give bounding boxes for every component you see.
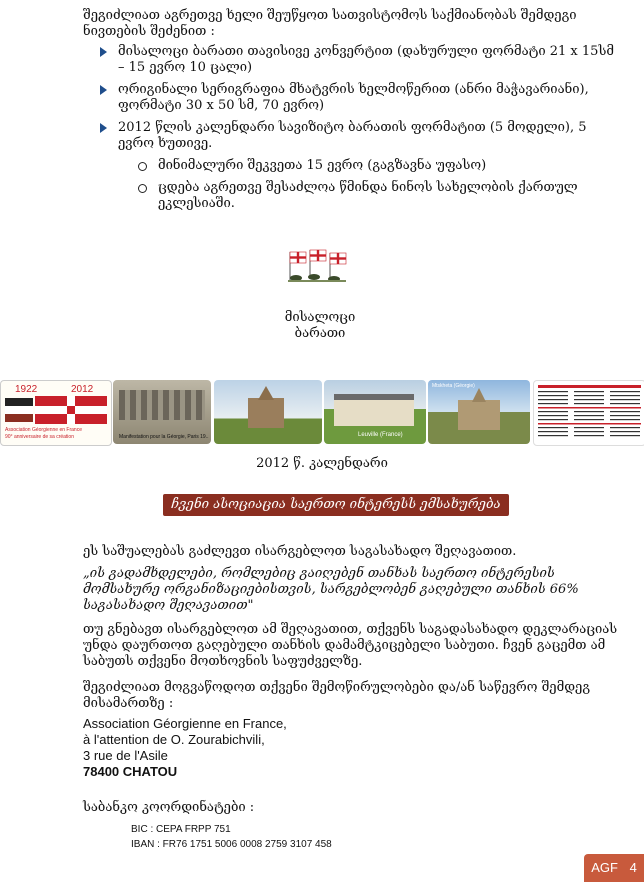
- calendar-card-photo-leuville: [324, 380, 426, 444]
- church-icon: [248, 398, 284, 428]
- address-line: 78400 CHATOU: [83, 764, 178, 779]
- donation-instructions: შეგიძლიათ მოგვაწოდოთ თქვენი შემოწირულობები და/ან საწევრო შემდეგ მისამართზე :: [83, 680, 591, 711]
- footer-label: AGF: [591, 860, 618, 875]
- sub-list-item-text: მინიმალური შეკვეთა 15 ევრო (გაგზავნა უფასო): [158, 158, 487, 173]
- anniversary-label: 90° anniversaire de sa création: [5, 434, 74, 440]
- calendar-caption: 2012 წ. კალენდარი: [256, 456, 388, 471]
- flag-icon: [310, 250, 326, 278]
- crowd-photo: [119, 390, 205, 420]
- calendar-card-grid: [533, 380, 644, 446]
- triangle-bullet-icon: [100, 47, 107, 57]
- list-item: [96, 44, 616, 76]
- address-line: Association Géorgienne en France,: [83, 716, 287, 731]
- georgian-flag-icon: [35, 396, 107, 424]
- greeting-card-caption: მისალოცი ბარათი: [284, 310, 356, 341]
- year-label: 1922: [15, 384, 38, 395]
- association-label: Association Géorgienne en France: [5, 427, 82, 433]
- old-georgian-flag-icon: [5, 398, 33, 422]
- tax-instructions: თუ გნებავთ ისარგებლოთ ამ შეღავათით, თქვენს საგადასახადო დეკლარაციას უნდა დაურთოთ გაღებული თანხის დამამტკიცებელი საბუთი. ჩვენ გაცემთ ამ საბუთს თქვენი მოთხოვნის საფუძველზე.: [83, 622, 618, 669]
- sub-list-item-text: ცდება აგრეთვე შესაძლოა წმინდა ნინოს სახელობის ქართულ ეკლესიაში.: [158, 180, 578, 211]
- calendar-strip: [0, 380, 644, 448]
- product-list: [96, 44, 616, 218]
- list-item-text: მისალოცი ბარათი თავისივე კონვერტით (დახურული ფორმატი 21 x 15სმ – 15 ევრო 10 ცალი): [118, 44, 614, 75]
- address-line: 3 rue de l'Asile: [83, 748, 168, 763]
- photo-label: Mtskheta (Géorgie): [432, 383, 475, 389]
- address-line: à l'attention de O. Zourabichvili,: [83, 732, 265, 747]
- photo-label: Manifestation pour la Géorgie, Paris 19..: [119, 434, 209, 440]
- intro-text: შეგიძლიათ აგრეთვე ხელი შეუწყოთ სათვისტომოს საქმიანობას შემდეგი ნივთების შეძენით :: [83, 8, 577, 39]
- triangle-bullet-icon: [100, 85, 107, 95]
- list-item: [96, 82, 616, 114]
- bank-iban: IBAN : FR76 1751 5006 0008 2759 3107 458: [131, 839, 332, 850]
- bank-details-title: საბანკო კოორდინატები :: [83, 800, 255, 815]
- greeting-card-illustration: [284, 246, 352, 286]
- circle-bullet-icon: [138, 184, 147, 193]
- list-item-text: ორიგინალი სერიგრაფია მხატვრის ხელმოწერით (ანრი მაჭავარიანი), ფორმატი 30 x 50 სმ, 70 ევრო): [118, 82, 589, 113]
- postal-address: [83, 716, 403, 780]
- triangle-bullet-icon: [100, 123, 107, 133]
- page-footer-badge: [584, 854, 644, 882]
- tax-benefit-text: ეს საშუალებას გაძლევთ ისარგებლოთ საგასახადო შეღავათით.: [83, 544, 517, 559]
- list-item-text: 2012 წლის კალენდარი სავიზიტო ბარათის ფორმატით (5 მოდელი), 5 ევრო ხუთივე.: [118, 120, 587, 151]
- photo-label: Leuville (France): [358, 432, 403, 438]
- sub-list-item: [136, 180, 616, 212]
- sub-list-item: [136, 158, 616, 174]
- list-item: [96, 120, 616, 212]
- circle-bullet-icon: [138, 162, 147, 171]
- page-number: 4: [629, 860, 637, 875]
- tax-quote: „ის გადამხდელები, რომლებიც გაიღებენ თანხას საერთო ინტერესის მომსახურე ორგანიზაციებისთვის, სარგებლობენ გაღებული თანხის 66% საგასახადო შეღავათით": [83, 566, 579, 613]
- chateau-icon: [334, 394, 414, 426]
- calendar-card-photo-mtskheta: [428, 380, 530, 444]
- calendar-grid-icon: [534, 381, 644, 445]
- cathedral-icon: [458, 400, 500, 430]
- calendar-card-photo-church: [214, 380, 322, 444]
- sub-list: [136, 158, 616, 212]
- year-label: 2012: [71, 384, 94, 395]
- calendar-card-anniversary: [0, 380, 112, 446]
- section-banner: ჩვენი ასოციაცია საერთო ინტერესს ემსახურება: [163, 494, 509, 516]
- bank-bic: BIC : CEPA FRPP 751: [131, 824, 231, 835]
- calendar-card-photo-manifestation: [113, 380, 211, 444]
- horsemen-icon: [288, 274, 346, 282]
